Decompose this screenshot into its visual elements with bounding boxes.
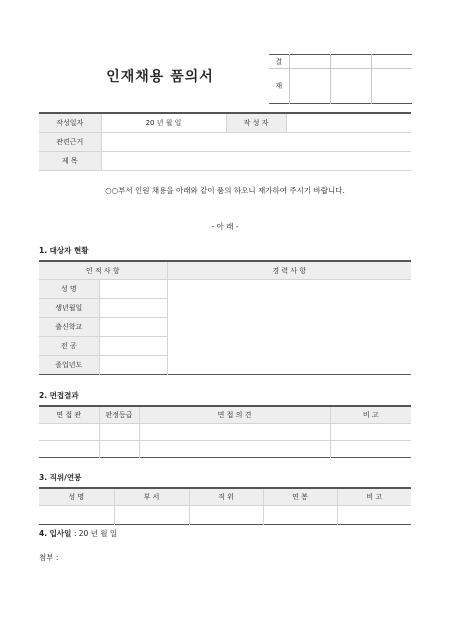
major-label: 전 공 <box>39 337 99 356</box>
graduation-year-field[interactable] <box>99 356 167 375</box>
major-field[interactable] <box>99 337 167 356</box>
pos-name-cell[interactable] <box>39 506 114 525</box>
opinion-cell[interactable] <box>139 424 330 441</box>
birthdate-label: 생년월일 <box>39 299 99 318</box>
approval-label-top: 결 <box>269 55 289 69</box>
approval-signature-2[interactable] <box>330 69 371 104</box>
approval-box <box>269 54 412 104</box>
approval-signer-3-title[interactable] <box>371 55 412 69</box>
opinion-header: 면 접 의 견 <box>139 406 330 424</box>
date-label: 작성일자 <box>39 113 101 133</box>
section3-title: 3. 직위/연봉 <box>39 473 82 482</box>
author-field[interactable] <box>286 113 411 133</box>
section4-title: 4. 입사일 <box>39 529 72 538</box>
subject-label: 제 목 <box>39 152 101 171</box>
career-header: 경 력 사 항 <box>167 261 411 280</box>
remarks-header: 비 고 <box>330 406 411 424</box>
pos-remarks-cell[interactable] <box>337 506 411 525</box>
pos-salary-header: 연 봉 <box>263 488 337 506</box>
interview-table <box>39 405 411 458</box>
start-date-line <box>39 528 117 539</box>
name-field[interactable] <box>99 280 167 299</box>
basis-label: 관련근거 <box>39 133 101 152</box>
personal-info-header: 인 적 사 항 <box>39 261 167 280</box>
name-label: 성 명 <box>39 280 99 299</box>
remarks-cell[interactable] <box>330 424 411 441</box>
grade-header: 판정등급 <box>99 406 139 424</box>
pos-remarks-header: 비 고 <box>337 488 411 506</box>
date-field[interactable]: 20 년 월 일 <box>101 113 226 133</box>
pos-dept-header: 부 서 <box>114 488 189 506</box>
school-label: 출신학교 <box>39 318 99 337</box>
pos-salary-cell[interactable] <box>263 506 337 525</box>
interviewer-cell[interactable] <box>39 424 99 441</box>
career-field[interactable] <box>167 280 411 375</box>
interviewer-cell[interactable] <box>39 441 99 458</box>
candidate-table <box>39 260 411 375</box>
pos-name-header: 성 명 <box>39 488 114 506</box>
remarks-cell[interactable] <box>330 441 411 458</box>
section2-title: 2. 면접결과 <box>39 391 79 400</box>
attachment-label: 첨부 : <box>39 553 59 562</box>
pos-title-header: 직 위 <box>189 488 263 506</box>
interviewer-header: 면 접 관 <box>39 406 99 424</box>
graduation-year-label: 졸업년도 <box>39 356 99 375</box>
opinion-cell[interactable] <box>139 441 330 458</box>
author-label: 작 성 자 <box>226 113 286 133</box>
pos-dept-cell[interactable] <box>114 506 189 525</box>
grade-cell[interactable] <box>99 441 139 458</box>
start-date-field[interactable]: : 20 년 월 일 <box>73 529 118 538</box>
approval-label-bottom: 재 <box>269 69 289 104</box>
section1-title: 1. 대상자 현황 <box>39 246 89 255</box>
school-field[interactable] <box>99 318 167 337</box>
grade-cell[interactable] <box>99 424 139 441</box>
approval-signer-2-title[interactable] <box>330 55 371 69</box>
below-marker: - 아 래 - <box>211 222 239 231</box>
pos-title-cell[interactable] <box>189 506 263 525</box>
approval-signer-1-title[interactable] <box>289 55 330 69</box>
subject-field[interactable] <box>101 152 411 171</box>
document-title: 인재채용 품의서 <box>106 69 214 85</box>
birthdate-field[interactable] <box>99 299 167 318</box>
approval-signature-1[interactable] <box>289 69 330 104</box>
document-info-table <box>39 112 411 171</box>
approval-signature-3[interactable] <box>371 69 412 104</box>
request-sentence: ○○부서 인원 채용을 아래와 같이 품의 하오니 재가하여 주시기 바랍니다. <box>105 186 345 195</box>
position-salary-table <box>39 487 411 525</box>
basis-field[interactable] <box>101 133 411 152</box>
